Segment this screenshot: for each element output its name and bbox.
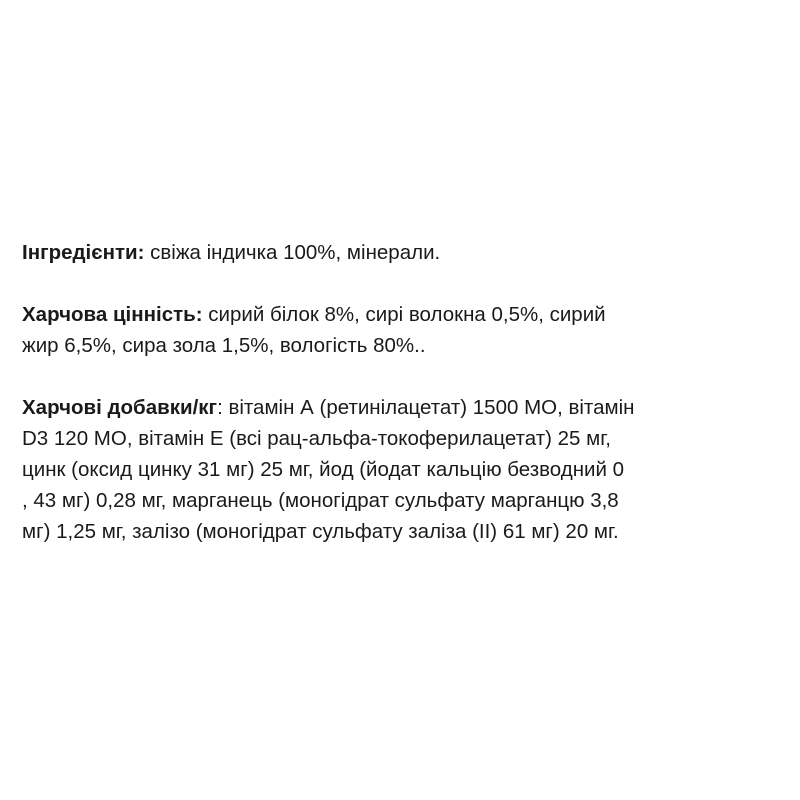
additives-label: Харчові добавки/кг bbox=[22, 396, 218, 419]
nutrition-label: Харчова цінність: bbox=[22, 303, 203, 326]
additives-line-4: , 43 мг) 0,28 мг, марганець (моногідрат сульфату марганцю 3,8 bbox=[22, 489, 619, 512]
additives-text-1: : вітамін А (ретинілацетат) 1500 МО, вітамін bbox=[217, 396, 635, 419]
additives-line-2: D3 120 МО, вітамін Е (всі рац-альфа-токоферилацетат) 25 мг, bbox=[22, 427, 611, 450]
additives-line-1 bbox=[22, 392, 792, 423]
nutrition-text-1: сирий білок 8%, сирі волокна 0,5%, сирий bbox=[202, 303, 606, 326]
ingredients-line bbox=[22, 237, 792, 268]
ingredients-label: Інгредієнти: bbox=[22, 241, 145, 264]
nutrition-line-1 bbox=[22, 299, 792, 330]
additives-line-3: цинк (оксид цинку 31 мг) 25 мг, йод (йодат кальцію безводний 0 bbox=[22, 458, 625, 481]
product-composition bbox=[22, 237, 792, 578]
ingredients-paragraph bbox=[22, 237, 792, 268]
ingredients-text: свіжа індичка 100%, мінерали. bbox=[144, 241, 441, 264]
nutrition-line-2: жир 6,5%, сира зола 1,5%, вологість 80%.. bbox=[22, 334, 426, 357]
additives-paragraph bbox=[22, 392, 792, 547]
additives-line-5: мг) 1,25 мг, залізо (моногідрат сульфату заліза (ІІ) 61 мг) 20 мг. bbox=[22, 520, 619, 543]
nutrition-paragraph bbox=[22, 299, 792, 361]
